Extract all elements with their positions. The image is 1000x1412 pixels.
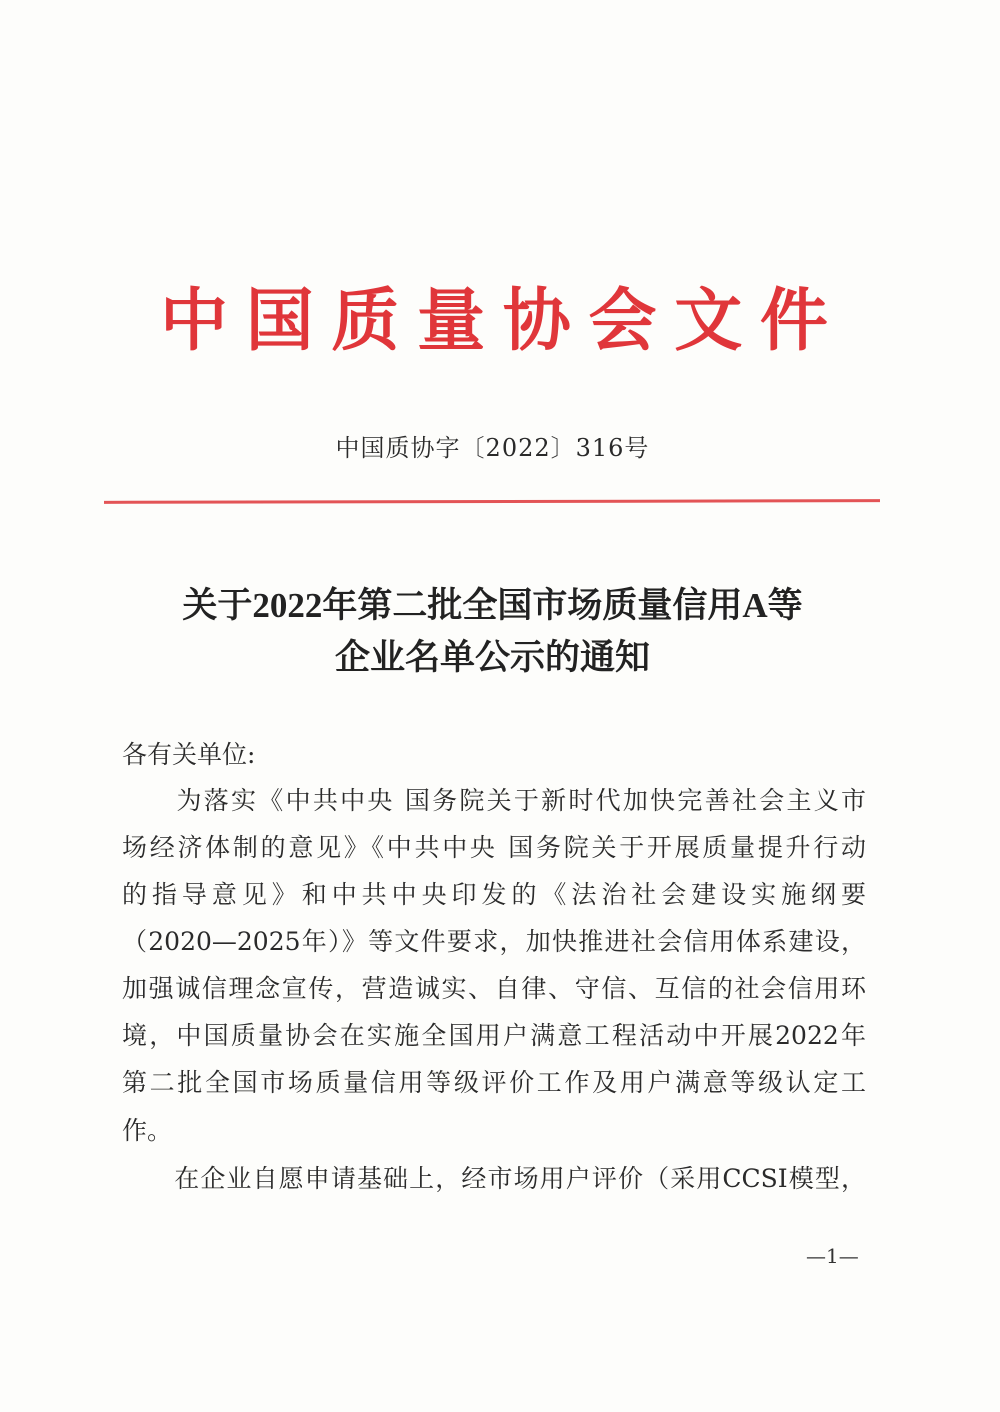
document-title-line1: 关于2022年第二批全国市场质量信用A等 — [182, 586, 803, 625]
letterhead — [160, 282, 828, 362]
document-title-line2: 企业名单公示的通知 — [334, 638, 650, 677]
body-line: 场经济体制的意见》《中共中央 国务院关于开展质量提升行动 — [122, 833, 866, 862]
letterhead-char: 会 — [588, 282, 657, 361]
body-line: 第二批全国市场质量信用等级评价工作及用户满意等级认定工 — [122, 1068, 866, 1097]
letterhead-char: 中 — [160, 282, 229, 361]
salutation: 各有关单位: — [122, 740, 256, 769]
letterhead-char: 协 — [502, 282, 571, 361]
letterhead-char: 文 — [674, 282, 743, 361]
body-line: （2020—2025年）》等文件要求，加快推进社会信用体系建设， — [122, 927, 866, 956]
body-line: 境，中国质量协会在实施全国用户满意工程活动中开展2022年 — [122, 1021, 866, 1050]
letterhead-char: 件 — [759, 282, 828, 361]
letterhead-char: 国 — [245, 282, 314, 361]
body-line: 为落实《中共中央 国务院关于新时代加快完善社会主义市 — [122, 786, 866, 815]
page-number: —1— — [806, 1244, 859, 1268]
document-number: 中国质协字〔2022〕316号 — [335, 434, 650, 462]
body-line: 加强诚信理念宣传，营造诚实、自律、守信、互信的社会信用环 — [122, 974, 866, 1003]
letterhead-char: 质 — [331, 282, 400, 361]
body-line: 的指导意见》和中共中央印发的《法治社会建设实施纲要 — [122, 880, 866, 909]
letterhead-char: 量 — [417, 282, 486, 361]
body-line: 在企业自愿申请基础上，经市场用户评价（采用CCSI模型， — [122, 1164, 866, 1193]
body-line: 作。 — [122, 1116, 173, 1145]
red-divider — [104, 499, 880, 504]
